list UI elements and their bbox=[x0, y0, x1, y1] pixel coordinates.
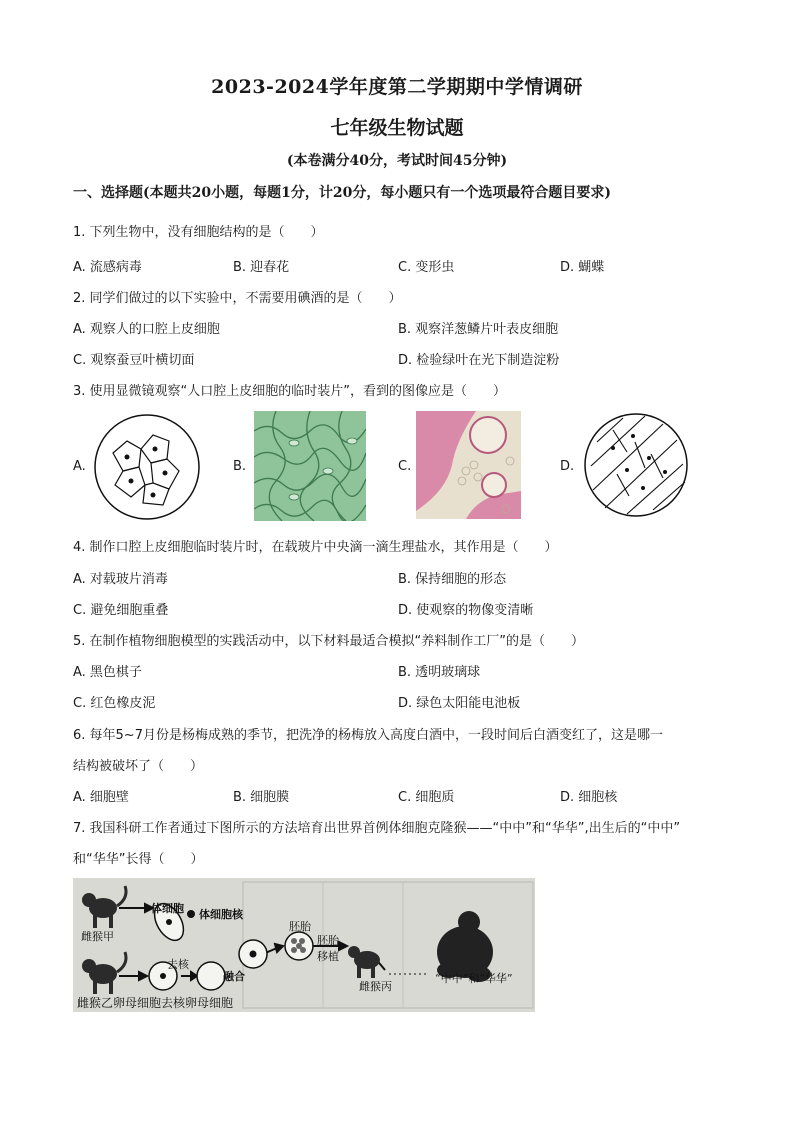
q2-option-a: A. 观察人的口腔上皮细胞 bbox=[73, 322, 220, 337]
label-monkey-c: 雌猴丙 bbox=[359, 980, 392, 993]
label-embryo: 胚胎 bbox=[289, 920, 311, 933]
monkey-b-icon bbox=[82, 952, 126, 994]
question-1: 1. 下列生物中，没有细胞结构的是（ ） bbox=[73, 225, 324, 240]
question-7: 7. 我国科研工作者通过下图所示的方法培育出世界首例体细胞克隆猴——“中中”和“华华”,出生后的“中中” bbox=[73, 821, 681, 836]
q4-option-c: C. 避免细胞重叠 bbox=[73, 603, 169, 618]
exam-note: (本卷满分40分，考试时间45分钟) bbox=[286, 153, 508, 169]
q6-option-a: A. 细胞壁 bbox=[73, 790, 129, 805]
q3-option-d: D. bbox=[560, 459, 575, 474]
q5-option-c: C. 红色橡皮泥 bbox=[73, 696, 156, 711]
q2-option-c: C. 观察蚕豆叶横切面 bbox=[73, 353, 195, 368]
q6-option-b: B. 细胞膜 bbox=[233, 790, 290, 805]
section-heading: 一、选择题(本题共20小题，每题1分，计20分，每小题只有一个选项最符合题目要求) bbox=[73, 185, 611, 201]
q4-option-d: D. 使观察的物像变清晰 bbox=[398, 603, 534, 618]
stem-section-micrograph bbox=[416, 411, 521, 519]
question-2: 2. 同学们做过的以下实验中，不需要用碘酒的是（ ） bbox=[73, 291, 402, 306]
label-embryo-transfer-2: 移植 bbox=[317, 950, 339, 963]
q1-option-a: A. 流感病毒 bbox=[73, 260, 142, 275]
label-result: “中中”和“华华” bbox=[435, 972, 513, 985]
cloning-diagram bbox=[73, 878, 535, 1012]
cloning-diagram-graphics bbox=[73, 878, 535, 1012]
q1-option-d: D. 蝴蝶 bbox=[560, 260, 605, 275]
cheek-cells-sketch bbox=[93, 413, 201, 521]
q6-option-c: C. 细胞质 bbox=[398, 790, 455, 805]
q5-option-d: D. 绿色太阳能电池板 bbox=[398, 696, 521, 711]
question-7-cont: 和“华华”长得（ ） bbox=[73, 852, 204, 867]
label-remove-nucleus: 去核 bbox=[167, 958, 189, 971]
q1-option-c: C. 变形虫 bbox=[398, 260, 455, 275]
label-somatic-nucleus: 体细胞核 bbox=[199, 908, 243, 921]
q3-option-a: A. bbox=[73, 459, 86, 474]
q3-option-c: C. bbox=[398, 459, 412, 474]
leaf-epidermis-micrograph bbox=[254, 411, 366, 521]
label-somatic-cell: 体细胞 bbox=[151, 902, 184, 915]
exam-subtitle: 七年级生物试题 bbox=[330, 117, 464, 139]
question-5: 5. 在制作植物细胞模型的实践活动中，以下材料最适合模拟“养料制作工厂”的是（ ） bbox=[73, 634, 585, 649]
question-6: 6. 每年5~7月份是杨梅成熟的季节，把洗净的杨梅放入高度白酒中，一段时间后白酒变红了，这是哪一 bbox=[73, 728, 663, 743]
question-4: 4. 制作口腔上皮细胞临时装片时，在载玻片中央滴一滴生理盐水，其作用是（ ） bbox=[73, 540, 558, 555]
q3-option-b: B. bbox=[233, 459, 247, 474]
q2-option-b: B. 观察洋葱鳞片叶表皮细胞 bbox=[398, 322, 559, 337]
onion-cells-sketch bbox=[583, 412, 689, 518]
q4-option-b: B. 保持细胞的形态 bbox=[398, 572, 507, 587]
q4-option-a: A. 对载玻片消毒 bbox=[73, 572, 168, 587]
q5-option-b: B. 透明玻璃球 bbox=[398, 665, 481, 680]
monkey-c-icon bbox=[348, 946, 380, 978]
q1-option-b: B. 迎春花 bbox=[233, 260, 290, 275]
label-bottom: 雌猴乙卵母细胞去核卵母细胞 bbox=[77, 996, 234, 1010]
exam-title: 2023-2024学年度第二学期期中学情调研 bbox=[211, 76, 583, 98]
label-fusion: 融合 bbox=[223, 970, 245, 983]
q6-option-d: D. 细胞核 bbox=[560, 790, 618, 805]
q2-option-d: D. 检验绿叶在光下制造淀粉 bbox=[398, 353, 560, 368]
label-embryo-transfer-1: 胚胎 bbox=[317, 934, 339, 947]
question-3: 3. 使用显微镜观察“人口腔上皮细胞的临时装片”，看到的图像应是（ ） bbox=[73, 384, 507, 399]
q5-option-a: A. 黑色棋子 bbox=[73, 665, 142, 680]
question-6-cont: 结构被破坏了（ ） bbox=[73, 759, 204, 774]
label-monkey-a: 雌猴甲 bbox=[81, 930, 114, 943]
